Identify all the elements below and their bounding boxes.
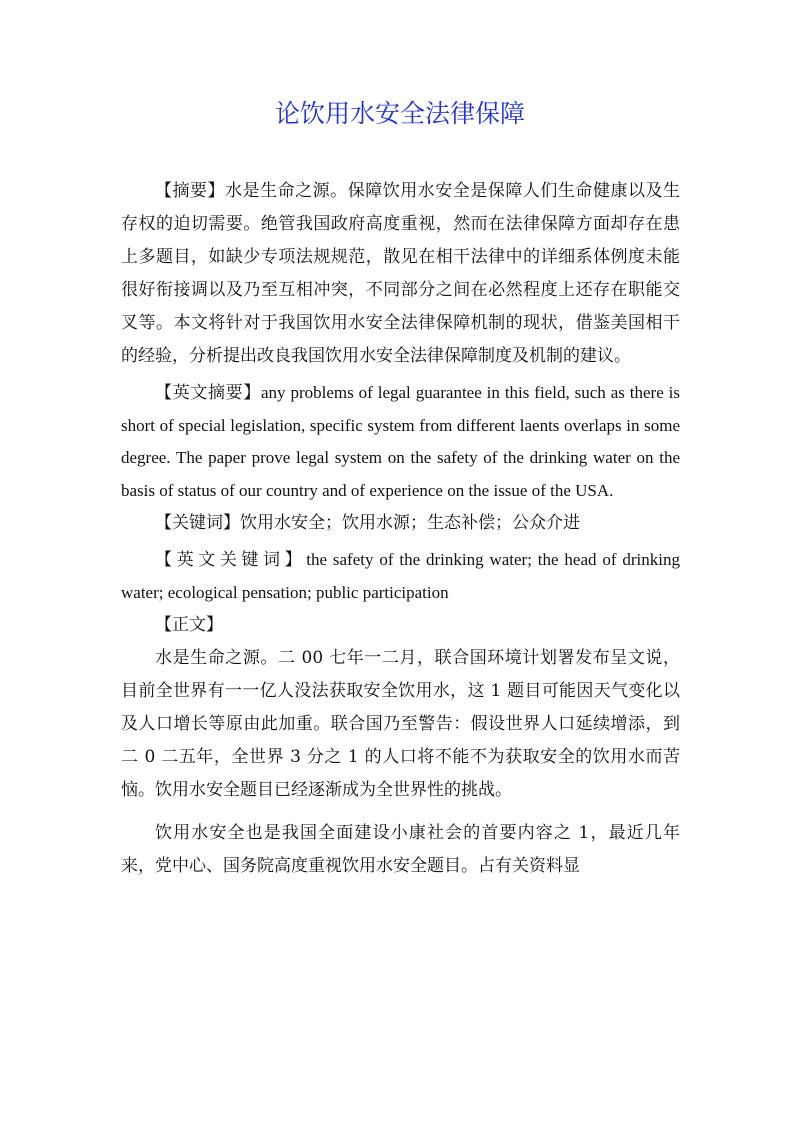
body-label: 【正文】 (155, 615, 223, 635)
abstract-text: 水是生命之源。保障饮用水安全是保障人们生命健康以及生存权的迫切需要。绝管我国政府高度重视，然而在法律保障方面却存在患上多题目，如缺少专项法规规范，散见在相干法律中的详细系体例度未能很好衔接调以及乃至互相冲突，不同部分之间在必然程度上还存在职能交叉等。本文将针对于我国饮用水安全法律保障机制的现状，借鉴美国相干的经验，分析提出改良我国饮用水安全法律保障制度及机制的建议。 (121, 181, 681, 366)
document-title: 论饮用水安全法律保障 (274, 99, 525, 128)
english-keywords-paragraph (121, 544, 680, 609)
keywords-label: 【关键词】 (155, 513, 240, 533)
abstract-paragraph (121, 175, 680, 373)
keywords-paragraph (121, 507, 680, 540)
keywords-text: 饮用水安全；饮用水源；生态补偿；公众介进 (240, 513, 580, 533)
document-body (121, 175, 680, 883)
english-abstract-text: any problems of legal guarantee in this field, such as there is short of special legislation, specific system from different laents overlaps in some degree. The paper prove legal system on the safety of the drinking water on the basis of status of our country and of experience on the issue of the USA. (121, 383, 681, 500)
abstract-label: 【摘要】 (155, 181, 226, 201)
body-paragraph-2: 饮用水安全也是我国全面建设小康社会的首要内容之 1，最近几年来，党中心、国务院高度重视饮用水安全题目。占有关资料显 (121, 823, 680, 876)
english-keywords-text: the safety of the drinking water; the head of drinking water; ecological pensation; public participation (121, 550, 680, 602)
english-abstract-paragraph (121, 377, 680, 507)
english-keywords-label: 【英文关键词】 (155, 550, 307, 570)
body-label-paragraph (121, 609, 680, 642)
body-paragraph-1: 水是生命之源。二 00 七年一二月，联合国环境计划署发布呈文说，目前全世界有一一亿人没法获取安全饮用水，这 1 题目可能因天气变化以及人口增长等原由此加重。联合国乃至警告：假设世界人口延续增添，到二 0 二五年，全世界 3 分之 1 的人口将不能不为获取安全的饮用水而苦恼。饮用水安全题目已经逐渐成为全世界性的挑战。 (121, 648, 680, 800)
english-abstract-label: 【英文摘要】 (155, 383, 262, 403)
